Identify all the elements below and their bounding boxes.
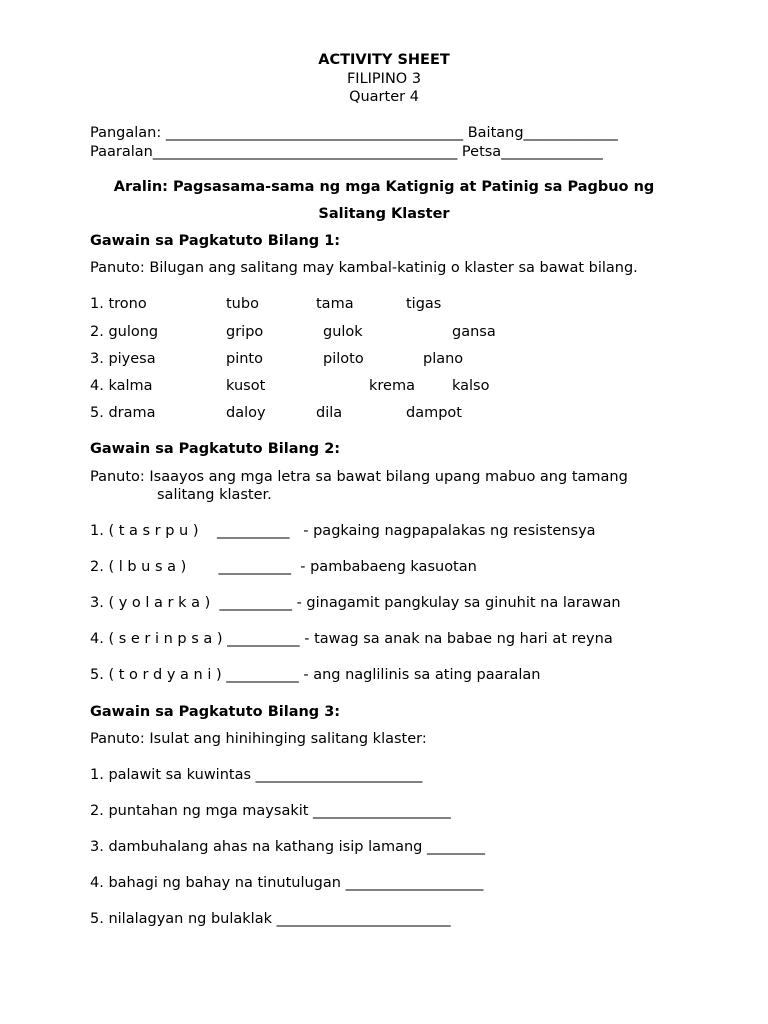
activity2-item: 2. ( l b u s a ) __________ - pambabaeng kasuotan	[90, 559, 477, 575]
activity3-item: 1. palawit sa kuwintas _______________________	[90, 767, 423, 783]
word-option: kusot	[226, 378, 266, 394]
word-option: gripo	[226, 324, 264, 340]
word-option: kalso	[452, 378, 490, 394]
word-option: krema	[369, 378, 415, 394]
word-option: dila	[316, 405, 343, 421]
word-option: gulok	[323, 324, 363, 340]
activity2-item: 1. ( t a s r p u ) __________ - pagkaing nagpapalakas ng resistensya	[90, 523, 596, 539]
word-option: tubo	[226, 296, 259, 312]
lesson-title-line1: Aralin: Pagsasama-sama ng mga Katignig at Patinig sa Pagbuo ng	[113, 179, 655, 195]
word-option: 5. drama	[90, 405, 156, 421]
activity3-instruction: Panuto: Isulat ang hinihinging salitang klaster:	[90, 731, 427, 747]
word-option: dampot	[406, 405, 462, 421]
sheet-title: ACTIVITY SHEET	[318, 52, 450, 68]
activity2-heading: Gawain sa Pagkatuto Bilang 2:	[90, 441, 341, 457]
activity2-instruction-line2: salitang klaster.	[157, 487, 272, 503]
activity3-item: 3. dambuhalang ahas na kathang isip lamang ________	[90, 839, 485, 855]
activity3-item: 4. bahagi ng bahay na tinutulugan ___________________	[90, 875, 484, 891]
word-option: pinto	[226, 351, 263, 367]
activity2-item: 4. ( s e r i n p s a ) __________ - tawag sa anak na babae ng hari at reyna	[90, 631, 613, 647]
word-option: plano	[423, 351, 464, 367]
activity2-item: 3. ( y o l a r k a ) __________ - ginagamit pangkulay sa ginuhit na larawan	[90, 595, 621, 611]
activity3-heading: Gawain sa Pagkatuto Bilang 3:	[90, 704, 341, 720]
word-option: gansa	[452, 324, 496, 340]
school-date-field: Paaralan__________________________________________ Petsa______________	[90, 144, 603, 160]
word-option: tama	[316, 296, 354, 312]
lesson-title-line2: Salitang Klaster	[318, 206, 450, 222]
subject-label: FILIPINO 3	[346, 71, 422, 87]
quarter-label: Quarter 4	[349, 89, 419, 105]
name-grade-field: Pangalan: _________________________________________ Baitang_____________	[90, 125, 618, 141]
activity2-item: 5. ( t o r d y a n i ) __________ - ang naglilinis sa ating paaralan	[90, 667, 541, 683]
word-option: 3. piyesa	[90, 351, 156, 367]
activity2-instruction-line1: Panuto: Isaayos ang mga letra sa bawat bilang upang mabuo ang tamang	[90, 469, 628, 485]
activity3-item: 2. puntahan ng mga maysakit ___________________	[90, 803, 451, 819]
word-option: daloy	[226, 405, 266, 421]
activity1-instruction: Panuto: Bilugan ang salitang may kambal-katinig o klaster sa bawat bilang.	[90, 260, 638, 276]
word-option: tigas	[406, 296, 442, 312]
word-option: 4. kalma	[90, 378, 153, 394]
word-option: piloto	[323, 351, 364, 367]
word-option: 2. gulong	[90, 324, 159, 340]
word-option: 1. trono	[90, 296, 147, 312]
activity1-heading: Gawain sa Pagkatuto Bilang 1:	[90, 233, 341, 249]
activity3-item: 5. nilalagyan ng bulaklak ________________________	[90, 911, 451, 927]
